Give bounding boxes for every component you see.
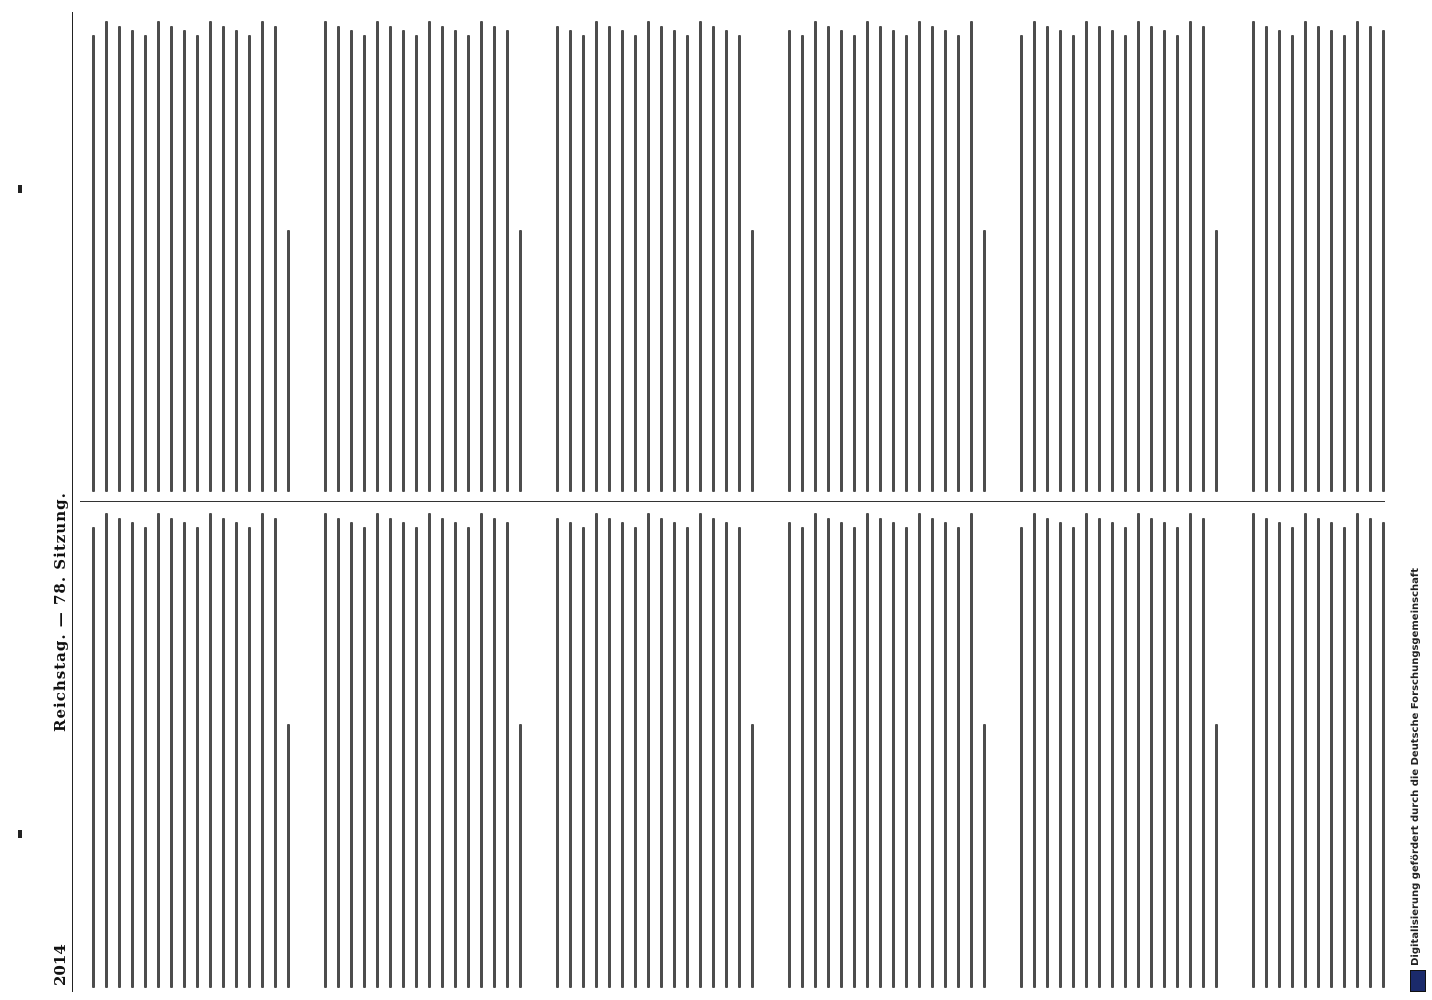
text-line <box>402 522 405 988</box>
text-line <box>892 30 895 492</box>
text-line <box>712 26 715 492</box>
text-line <box>1215 724 1218 988</box>
text-line <box>569 30 572 492</box>
text-line <box>738 35 741 492</box>
text-line <box>725 30 728 492</box>
text-line <box>183 30 186 492</box>
text-line <box>1124 35 1127 492</box>
text-line <box>1176 35 1179 492</box>
paragraph-gap <box>764 16 778 492</box>
paragraph-gap <box>1228 16 1242 492</box>
text-line <box>983 724 986 988</box>
text-line <box>1098 26 1101 492</box>
text-line <box>712 518 715 988</box>
text-line <box>1059 522 1062 988</box>
text-line <box>1033 21 1036 492</box>
text-line <box>274 518 277 988</box>
text-line <box>1072 527 1075 988</box>
text-line <box>441 26 444 492</box>
text-line <box>428 21 431 492</box>
text-line <box>222 518 225 988</box>
text-line <box>287 230 290 492</box>
text-line <box>634 527 637 988</box>
text-line <box>1252 21 1255 492</box>
text-line <box>840 30 843 492</box>
text-line <box>582 527 585 988</box>
text-line <box>1189 513 1192 988</box>
text-line <box>92 35 95 492</box>
text-line <box>519 724 522 988</box>
text-line <box>608 518 611 988</box>
text-line <box>1252 513 1255 988</box>
paragraph-gap <box>1228 508 1242 988</box>
text-line <box>738 527 741 988</box>
text-line <box>493 26 496 492</box>
text-line <box>222 26 225 492</box>
text-line <box>363 527 366 988</box>
page-title: Reichstag. — 78. Sitzung. <box>51 492 69 732</box>
text-line <box>931 26 934 492</box>
text-line <box>983 230 986 492</box>
text-line <box>415 35 418 492</box>
text-line <box>827 26 830 492</box>
text-line <box>519 230 522 492</box>
text-line <box>1111 30 1114 492</box>
text-line <box>1356 513 1359 988</box>
text-line <box>1382 522 1385 988</box>
text-line <box>157 21 160 492</box>
text-line <box>621 30 624 492</box>
text-line <box>337 518 340 988</box>
column-divider <box>80 501 1385 502</box>
text-line <box>1356 21 1359 492</box>
text-line <box>608 26 611 492</box>
text-line <box>1111 522 1114 988</box>
text-line <box>918 21 921 492</box>
text-line <box>261 21 264 492</box>
paragraph-gap <box>532 508 546 988</box>
page-header <box>50 12 73 992</box>
text-line <box>686 527 689 988</box>
text-line <box>415 527 418 988</box>
text-line <box>827 518 830 988</box>
text-line <box>879 518 882 988</box>
text-line <box>363 35 366 492</box>
text-line <box>1163 522 1166 988</box>
text-line <box>235 522 238 988</box>
text-line <box>1033 513 1036 988</box>
text-line <box>1189 21 1192 492</box>
text-line <box>105 21 108 492</box>
text-line <box>1330 30 1333 492</box>
text-line <box>1046 26 1049 492</box>
text-line <box>324 21 327 492</box>
text-line <box>801 35 804 492</box>
text-line <box>699 513 702 988</box>
paragraph-gap <box>532 16 546 492</box>
text-line <box>788 522 791 988</box>
text-line <box>918 513 921 988</box>
text-line <box>1046 518 1049 988</box>
text-line <box>569 522 572 988</box>
text-line <box>957 35 960 492</box>
text-line <box>699 21 702 492</box>
paragraph-gap <box>300 508 314 988</box>
text-line <box>428 513 431 988</box>
text-line <box>157 513 160 988</box>
text-line <box>944 30 947 492</box>
text-line <box>1098 518 1101 988</box>
text-line <box>1202 518 1205 988</box>
text-line <box>1291 527 1294 988</box>
text-column-left <box>82 508 1385 988</box>
text-line <box>751 230 754 492</box>
text-line <box>506 522 509 988</box>
text-line <box>1278 30 1281 492</box>
text-line <box>467 35 470 492</box>
text-line <box>105 513 108 988</box>
text-line <box>1343 527 1346 988</box>
text-line <box>389 26 392 492</box>
text-line <box>866 21 869 492</box>
text-line <box>506 30 509 492</box>
text-line <box>248 35 251 492</box>
text-line <box>970 21 973 492</box>
text-line <box>274 26 277 492</box>
text-line <box>1215 230 1218 492</box>
text-line <box>1369 26 1372 492</box>
text-line <box>92 527 95 988</box>
text-line <box>131 522 134 988</box>
text-line <box>647 513 650 988</box>
text-line <box>725 522 728 988</box>
text-line <box>1176 527 1179 988</box>
text-line <box>840 522 843 988</box>
text-line <box>1382 30 1385 492</box>
text-line <box>853 35 856 492</box>
text-line <box>196 35 199 492</box>
text-line <box>1304 21 1307 492</box>
text-line <box>1291 35 1294 492</box>
text-line <box>183 522 186 988</box>
text-line <box>170 26 173 492</box>
credit-text: Digitalisierung gefördert durch die Deutsche Forschungsgemeinschaft <box>1410 568 1421 966</box>
text-line <box>1317 518 1320 988</box>
margin-mark <box>18 185 22 193</box>
text-line <box>1124 527 1127 988</box>
text-line <box>402 30 405 492</box>
text-line <box>595 21 598 492</box>
text-line <box>350 522 353 988</box>
text-line <box>235 30 238 492</box>
text-line <box>905 35 908 492</box>
text-line <box>1150 26 1153 492</box>
text-line <box>751 724 754 988</box>
text-line <box>866 513 869 988</box>
text-line <box>376 513 379 988</box>
text-line <box>144 35 147 492</box>
text-line <box>1265 26 1268 492</box>
text-line <box>944 522 947 988</box>
text-line <box>209 513 212 988</box>
text-line <box>350 30 353 492</box>
text-line <box>1072 35 1075 492</box>
text-line <box>621 522 624 988</box>
paragraph-gap <box>996 16 1010 492</box>
text-line <box>131 30 134 492</box>
text-line <box>144 527 147 988</box>
text-line <box>248 527 251 988</box>
text-line <box>480 21 483 492</box>
text-line <box>118 518 121 988</box>
document-page <box>50 12 1385 992</box>
text-line <box>1317 26 1320 492</box>
text-line <box>441 518 444 988</box>
text-line <box>1369 518 1372 988</box>
text-line <box>556 518 559 988</box>
text-line <box>287 724 290 988</box>
text-line <box>1163 30 1166 492</box>
text-line <box>788 30 791 492</box>
text-line <box>634 35 637 492</box>
text-line <box>337 26 340 492</box>
text-line <box>1085 21 1088 492</box>
text-line <box>970 513 973 988</box>
text-line <box>853 527 856 988</box>
text-line <box>1020 527 1023 988</box>
text-line <box>170 518 173 988</box>
text-line <box>660 518 663 988</box>
text-line <box>1304 513 1307 988</box>
text-line <box>595 513 598 988</box>
text-line <box>454 522 457 988</box>
text-line <box>493 518 496 988</box>
text-line <box>931 518 934 988</box>
text-line <box>376 21 379 492</box>
text-line <box>673 522 676 988</box>
text-line <box>814 21 817 492</box>
paragraph-gap <box>996 508 1010 988</box>
text-line <box>1085 513 1088 988</box>
dfg-logo-icon <box>1410 970 1426 992</box>
text-line <box>647 21 650 492</box>
text-line <box>1330 522 1333 988</box>
paragraph-gap <box>300 16 314 492</box>
text-line <box>582 35 585 492</box>
text-line <box>1202 26 1205 492</box>
text-line <box>454 30 457 492</box>
text-line <box>209 21 212 492</box>
text-line <box>1137 21 1140 492</box>
text-line <box>879 26 882 492</box>
page-number: 2014 <box>51 944 69 986</box>
text-column-right <box>82 16 1385 492</box>
text-line <box>1265 518 1268 988</box>
paragraph-gap <box>764 508 778 988</box>
text-line <box>1278 522 1281 988</box>
text-line <box>801 527 804 988</box>
text-line <box>1137 513 1140 988</box>
text-line <box>905 527 908 988</box>
text-line <box>660 26 663 492</box>
text-line <box>118 26 121 492</box>
digitization-credit <box>1410 522 1426 992</box>
text-line <box>196 527 199 988</box>
text-line <box>1150 518 1153 988</box>
text-line <box>324 513 327 988</box>
text-line <box>673 30 676 492</box>
text-line <box>261 513 264 988</box>
text-line <box>1059 30 1062 492</box>
text-line <box>467 527 470 988</box>
text-line <box>480 513 483 988</box>
text-line <box>1020 35 1023 492</box>
text-line <box>1343 35 1346 492</box>
text-line <box>389 518 392 988</box>
text-line <box>892 522 895 988</box>
text-line <box>957 527 960 988</box>
text-line <box>556 26 559 492</box>
margin-mark <box>18 830 22 838</box>
text-line <box>814 513 817 988</box>
text-line <box>686 35 689 492</box>
